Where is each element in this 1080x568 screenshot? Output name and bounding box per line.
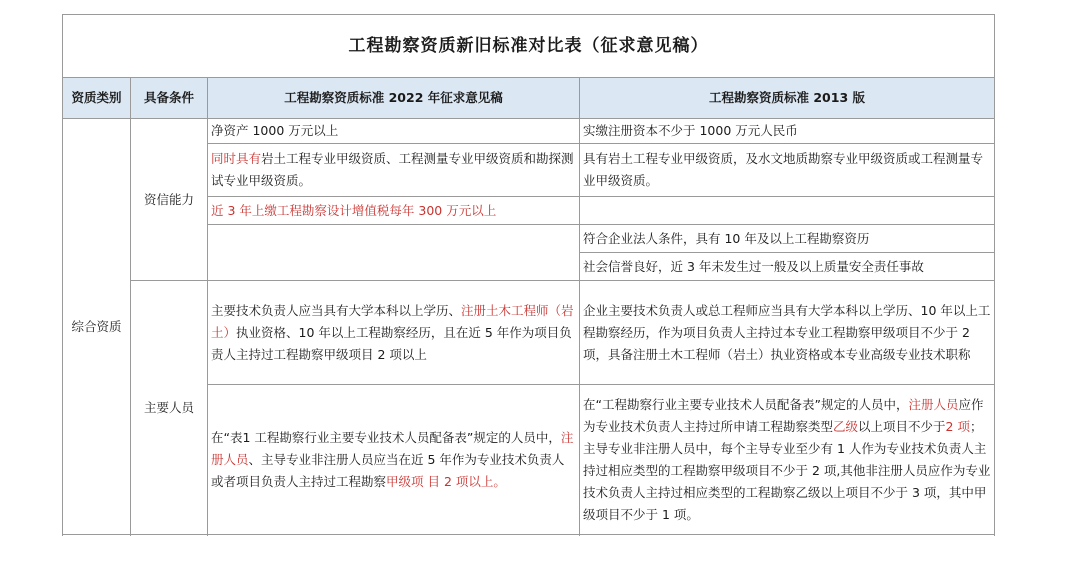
personnel-row2-new (208, 385, 580, 535)
body-text: ；主导专业非注册人员中，每个主导专业至少有 1 人作为专业技术负责人主持过相应类型的工程勘察甲级项目不少于 2 项,其他非注册人员应作为专业技术负责人主持过相应类型的工程勘察乙级以上项目不少于 3 项，其中甲级项目不少于 1 项。 (583, 418, 991, 522)
credit-row2-old: 具有岩土工程专业甲级资质，及水文地质勘察专业甲级资质或工程测量专业甲级资质。 (580, 144, 995, 197)
body-text: 主要技术负责人应当具有大学本科以上学历、 (211, 302, 462, 318)
header-condition: 具备条件 (131, 78, 208, 119)
personnel-row2-old (580, 385, 995, 535)
category-cell: 综合资质 (63, 119, 131, 535)
body-text: 应作为专业技术负责人主持过所申请工程勘察类型 (583, 396, 984, 434)
body-text: 岩土工程专业甲级资质、工程测量专业甲级资质和勘探测试专业甲级资质。 (211, 151, 574, 188)
personnel-row1-old: 企业主要技术负责人或总工程师应当具有大学本科以上学历、10 年以上工程勘察经历，作为项目负责人主持过本专业工程勘察甲级项目不少于 2 项，具备注册土木工程师（岩土）执业资格或本专业高级专业技术职称 (580, 281, 995, 385)
highlight-text: 甲级项 目 2 项以上。 (386, 473, 506, 489)
credit-row1-new: 净资产 1000 万元以上 (208, 119, 580, 144)
credit-row4-old: 符合企业法人条件，具有 10 年及以上工程勘察资历 (580, 225, 995, 253)
highlight-text: 乙级 (833, 418, 859, 434)
credit-row5-old: 社会信誉良好，近 3 年未发生过一般及以上质量安全责任事故 (580, 253, 995, 281)
body-text: 、主导专业非注册人员应当在近 5 年作为专业技术负责人或者项目负责人主持过工程勘察 (211, 451, 565, 489)
section-personnel-label: 主要人员 (131, 281, 208, 535)
body-text: 执业资格、10 年以上工程勘察经历，且在近 5 年作为项目负责人主持过工程勘察甲级项目 2 项以上 (211, 324, 572, 362)
body-text: 在“表1 工程勘察行业主要专业技术人员配备表”规定的人员中， (211, 429, 561, 445)
personnel-row1-new (208, 281, 580, 385)
highlight-text: 注册人员 (211, 429, 574, 467)
body-text: 在“工程勘察行业主要专业技术人员配备表”规定的人员中， (583, 396, 909, 412)
section-credit-label: 资信能力 (131, 119, 208, 281)
credit-row3-new: 近 3 年上缴工程勘察设计增值税每年 300 万元以上 (208, 197, 580, 225)
table-title: 工程勘察资质新旧标准对比表（征求意见稿） (63, 15, 995, 78)
credit-row3-old (580, 197, 995, 225)
credit-row4-new (208, 225, 580, 281)
highlight-text: 注册土木工程师（岩土） (211, 302, 574, 340)
highlight-text: 注册人员 (908, 396, 959, 412)
header-old-standard: 工程勘察资质标准 2013 版 (580, 78, 995, 119)
highlight-text: 同时具有 (211, 151, 262, 166)
credit-row1-old: 实缴注册资本不少于 1000 万元人民币 (580, 119, 995, 144)
header-category: 资质类别 (63, 78, 131, 119)
comparison-table (62, 14, 995, 535)
highlight-text: 2 项 (945, 418, 970, 434)
header-new-standard: 工程勘察资质标准 2022 年征求意见稿 (208, 78, 580, 119)
credit-row2-new (208, 144, 580, 197)
body-text: 以上项目不少于 (858, 418, 946, 434)
